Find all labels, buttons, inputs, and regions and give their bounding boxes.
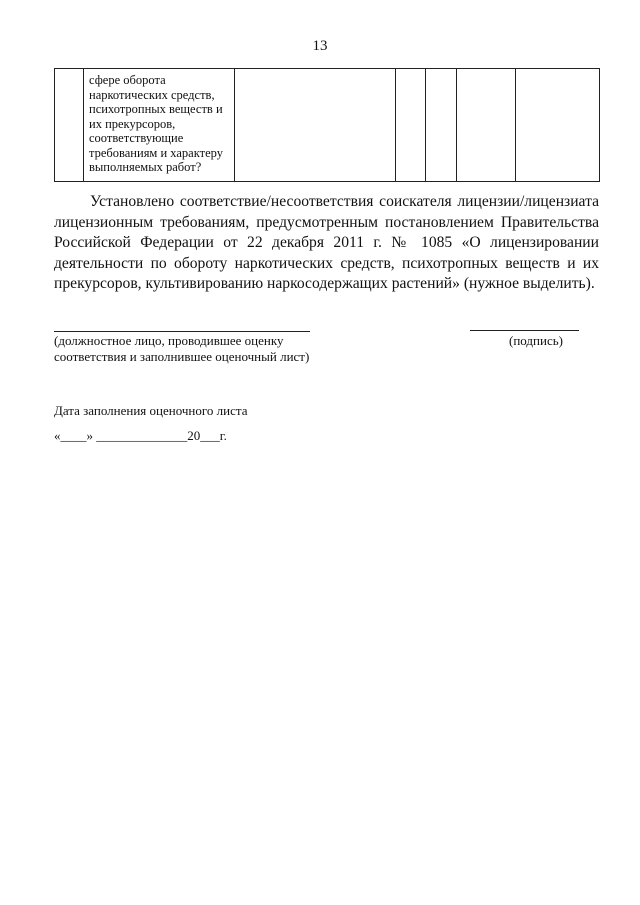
official-signature-line xyxy=(54,331,310,332)
evaluation-table xyxy=(54,68,600,182)
requirement-text: сфере оборота наркотических средств, психотропных веществ и их прекурсоров, соответствующие требованиям и характеру выполняемых работ? xyxy=(89,73,223,174)
notes-cell xyxy=(516,69,600,182)
yes-cell xyxy=(396,69,426,182)
date-label: Дата заполнения оценочного листа xyxy=(54,403,248,418)
signature-caption: (подпись) xyxy=(509,333,563,348)
date-fill-template: «____» ______________20___г. xyxy=(54,428,227,443)
page-number: 13 xyxy=(312,38,328,54)
requirement-cell xyxy=(84,69,235,182)
no-cell xyxy=(426,69,457,182)
signature-line xyxy=(470,330,579,331)
number-cell xyxy=(55,69,84,182)
official-caption: (должностное лицо, проводившее оценку соответствия и заполнившее оценочный лист) xyxy=(54,333,310,364)
table-row xyxy=(55,69,600,182)
conformity-statement: Установлено соответствие/несоответствия соискателя лицензии/лицензиата лицензионным требованиям, предусмотренным постановлением Правительства Российской Федерации от 22 декабря 2011 г. № 1085 «О лицензировании деятельности по обороту наркотических средств, психотропных веществ и их прекурсоров, культивированию наркосодержащих растений» (нужное выделить). xyxy=(54,193,599,292)
reference-cell xyxy=(457,69,516,182)
details-cell xyxy=(235,69,396,182)
